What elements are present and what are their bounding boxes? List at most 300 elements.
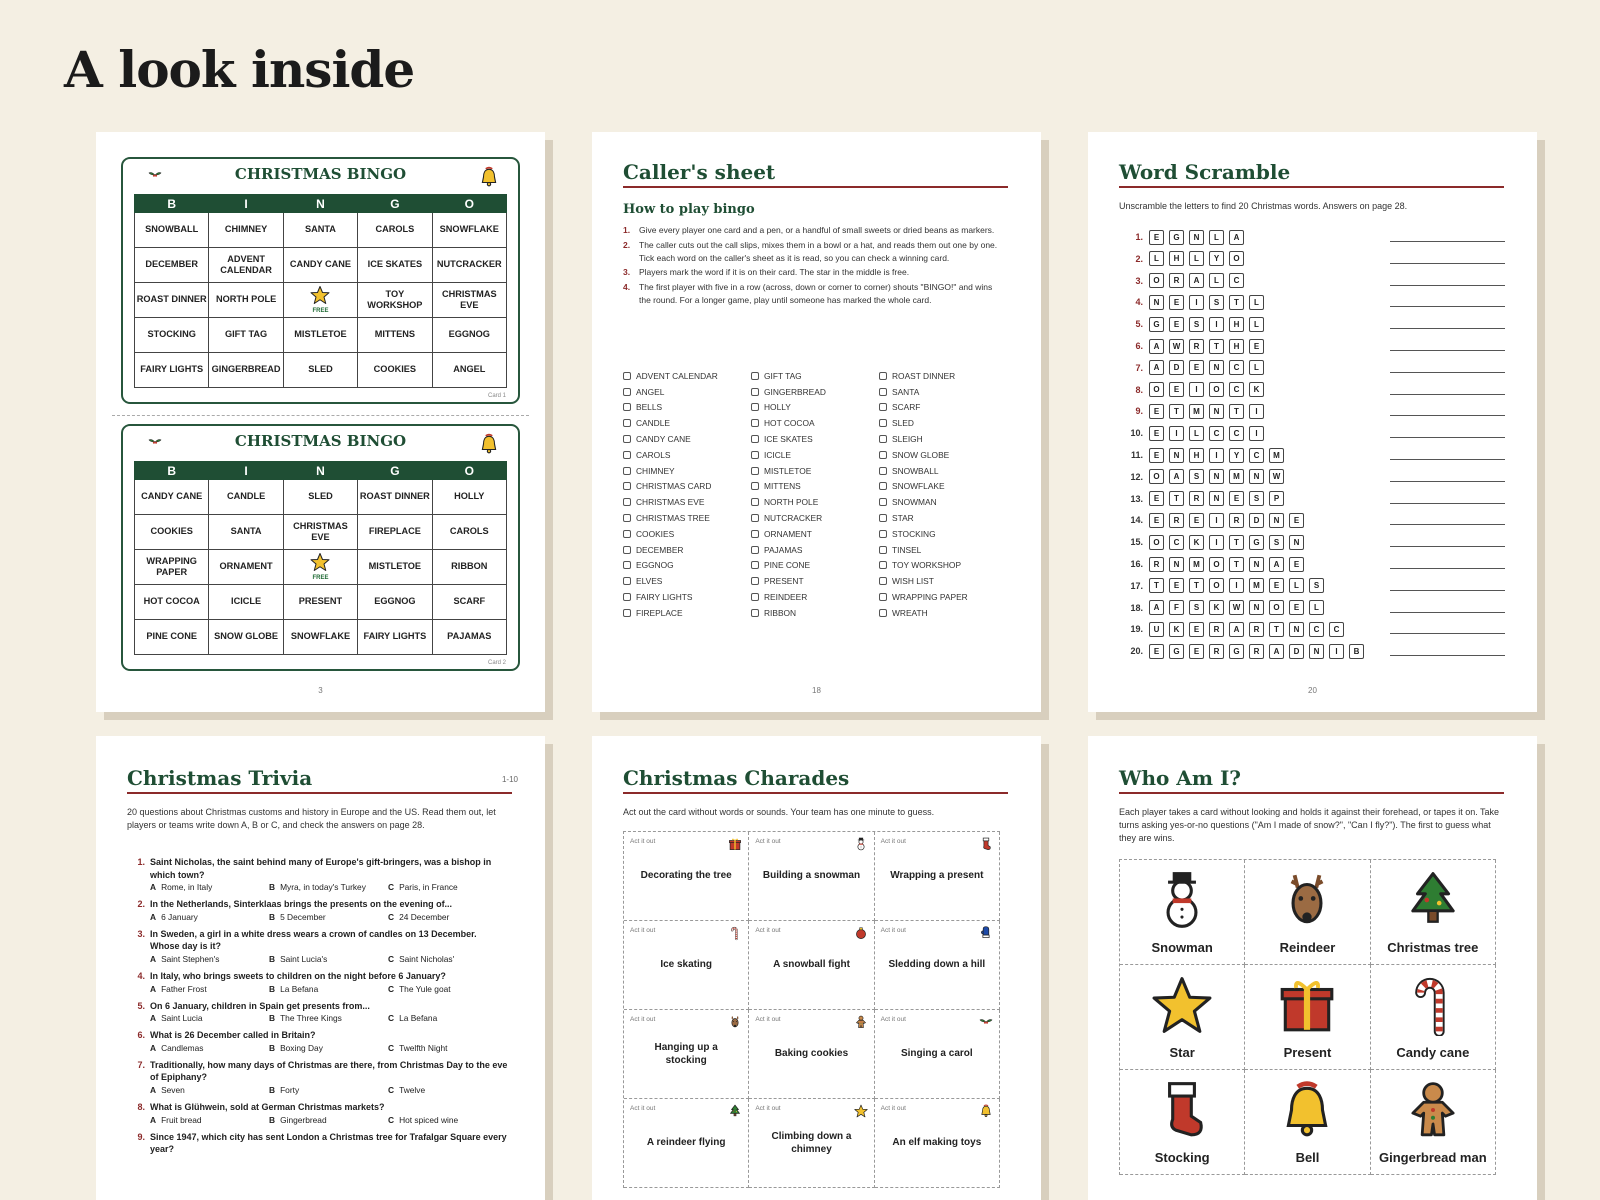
letter-tile: U: [1149, 622, 1164, 637]
stocking-icon: [979, 836, 993, 852]
trivia-question: [126, 970, 508, 994]
bingo-row: [135, 318, 507, 353]
page-title: Word Scramble: [1119, 160, 1504, 188]
checklist-word: ICE SKATES: [764, 434, 813, 445]
scramble-row: [1115, 466, 1289, 488]
checklist-item[interactable]: [879, 542, 1007, 558]
option-text: Twelve: [399, 1084, 426, 1095]
letter-tile: A: [1269, 644, 1284, 659]
checkbox[interactable]: [623, 593, 631, 601]
checklist-word: SNOWFLAKE: [892, 481, 945, 492]
letter-tile: K: [1209, 600, 1224, 615]
checklist-item[interactable]: [751, 400, 879, 416]
bell-icon: [478, 165, 500, 189]
checkbox[interactable]: [751, 546, 759, 554]
checkbox[interactable]: [623, 482, 631, 490]
charade-card[interactable]: [624, 1010, 749, 1099]
act-it-out-label: Act it out: [630, 1016, 656, 1023]
letter-tile: O: [1209, 382, 1224, 397]
scramble-number: 3.: [1135, 275, 1143, 286]
checklist-item[interactable]: [751, 589, 879, 605]
bingo-cell: SANTA: [283, 213, 357, 248]
checklist-item[interactable]: [751, 494, 879, 510]
checkbox[interactable]: [623, 388, 631, 396]
checkbox[interactable]: [879, 609, 887, 617]
act-it-out-label: Act it out: [880, 838, 906, 845]
option-letter: A: [150, 983, 157, 994]
bingo-cell: EGGNOG: [358, 585, 432, 620]
option-text: Twelfth Night: [399, 1042, 448, 1053]
checkbox[interactable]: [623, 546, 631, 554]
bingo-cell: ROAST DINNER: [135, 283, 209, 318]
checklist-item[interactable]: [879, 605, 1007, 621]
checklist-item[interactable]: [879, 479, 1007, 495]
trivia-question: [126, 1000, 508, 1024]
checklist-word: CHRISTMAS EVE: [636, 497, 705, 508]
checkbox[interactable]: [879, 482, 887, 490]
answer-line[interactable]: [1390, 306, 1505, 307]
bingo-cell: STOCKING: [135, 318, 209, 353]
trivia-page[interactable]: [96, 736, 545, 1200]
answer-line[interactable]: [1390, 633, 1505, 634]
bingo-letter: I: [209, 462, 283, 480]
checkbox[interactable]: [879, 467, 887, 475]
checkbox[interactable]: [879, 451, 887, 459]
bell-icon: [478, 432, 500, 456]
answer-option: [269, 954, 388, 964]
checklist-word: PAJAMAS: [764, 544, 803, 555]
bingo-cell: RIBBON: [432, 550, 506, 585]
checklist-word: ELVES: [636, 576, 663, 587]
checklist-word: SLED: [892, 418, 914, 429]
letter-tile: A: [1229, 230, 1244, 245]
charade-card[interactable]: [875, 832, 1000, 921]
option-letter: C: [388, 953, 395, 964]
bingo-cell: NORTH POLE: [209, 283, 283, 318]
bingo-cell: MISTLETOE: [358, 550, 432, 585]
checklist-item[interactable]: [751, 431, 879, 447]
letter-tile: S: [1249, 491, 1264, 506]
letter-tile: N: [1209, 360, 1224, 375]
option-letter: C: [388, 1114, 395, 1125]
checklist-item[interactable]: [623, 463, 751, 479]
scramble-number: 17.: [1130, 580, 1143, 591]
answer-option: [269, 912, 388, 922]
checklist-item[interactable]: [623, 589, 751, 605]
letter-tile: I: [1249, 404, 1264, 419]
checkbox[interactable]: [879, 530, 887, 538]
who-am-i-card[interactable]: [1120, 1070, 1245, 1175]
checkbox[interactable]: [751, 435, 759, 443]
checkbox[interactable]: [751, 609, 759, 617]
checkbox[interactable]: [879, 372, 887, 380]
letter-tile: C: [1329, 622, 1344, 637]
letter-tile: L: [1289, 578, 1304, 593]
answer-line[interactable]: [1390, 372, 1505, 373]
checkbox[interactable]: [623, 561, 631, 569]
charade-text: Hanging up a stocking: [654, 1041, 718, 1066]
option-text: Seven: [161, 1084, 185, 1095]
letter-tile: E: [1149, 491, 1164, 506]
checklist-item[interactable]: [623, 605, 751, 621]
bingo-cell: CAROLS: [432, 515, 506, 550]
answer-option: [150, 1115, 269, 1125]
checklist-item[interactable]: [751, 605, 879, 621]
answer-option: [150, 912, 269, 922]
letter-tile: L: [1249, 317, 1264, 332]
letter-tile: O: [1209, 557, 1224, 572]
checklist-word: CHIMNEY: [636, 465, 675, 476]
call-word-checklist: [623, 368, 1007, 621]
who-am-i-card[interactable]: [1120, 965, 1245, 1070]
letter-tile: N: [1209, 404, 1224, 419]
checkbox[interactable]: [751, 577, 759, 585]
checkbox[interactable]: [623, 514, 631, 522]
letter-tile: T: [1269, 622, 1284, 637]
checklist-item[interactable]: [879, 415, 1007, 431]
checkbox[interactable]: [751, 482, 759, 490]
checklist-item[interactable]: [751, 368, 879, 384]
checklist-item[interactable]: [879, 526, 1007, 542]
bingo-cell: CANDY CANE: [283, 248, 357, 283]
charade-card[interactable]: [875, 921, 1000, 1010]
checklist-word: GINGERBREAD: [764, 386, 826, 397]
page-heading: A look inside: [64, 40, 415, 99]
scramble-number: 20.: [1130, 646, 1143, 657]
letter-tile: E: [1229, 491, 1244, 506]
bingo-row: [135, 620, 507, 655]
checkbox[interactable]: [623, 419, 631, 427]
answer-line[interactable]: [1390, 590, 1505, 591]
checklist-item[interactable]: [879, 447, 1007, 463]
scramble-row: [1115, 640, 1369, 662]
checklist-item[interactable]: [879, 368, 1007, 384]
checklist-item[interactable]: [623, 368, 751, 384]
checklist-item[interactable]: [623, 558, 751, 574]
letter-tile: T: [1209, 339, 1224, 354]
option-text: 5 December: [280, 911, 326, 922]
question-range: 1-10: [501, 775, 518, 784]
question-text: In Sweden, a girl in a white dress wears a crown of candles on 13 December. Whose day is it?: [150, 928, 477, 952]
checkbox[interactable]: [879, 388, 887, 396]
letter-tile: T: [1229, 295, 1244, 310]
charade-card[interactable]: [749, 832, 874, 921]
letter-tile: G: [1169, 230, 1184, 245]
checklist-column: [623, 368, 751, 621]
who-am-i-card[interactable]: [1371, 860, 1496, 965]
bingo-card: [121, 157, 520, 404]
letter-tile: E: [1169, 317, 1184, 332]
letter-tile: O: [1149, 469, 1164, 484]
checkbox[interactable]: [623, 530, 631, 538]
answer-option: [269, 1013, 388, 1023]
charade-card[interactable]: [875, 1010, 1000, 1099]
letter-tile: A: [1169, 469, 1184, 484]
checklist-word: WRAPPING PAPER: [892, 592, 968, 603]
letter-tile: N: [1169, 557, 1184, 572]
answer-line[interactable]: [1390, 612, 1505, 613]
who-am-i-card[interactable]: [1245, 860, 1370, 965]
letter-tile: K: [1169, 622, 1184, 637]
checklist-item[interactable]: [623, 384, 751, 400]
step-text: The caller cuts out the call slips, mixes them in a bowl or a hat, and reads them out one by one. Tick each word on the caller's sheet as it is read, so you can check a winning card.: [639, 239, 998, 263]
checkbox[interactable]: [751, 372, 759, 380]
letter-tile: A: [1189, 273, 1204, 288]
checkbox[interactable]: [879, 403, 887, 411]
checklist-word: NUTCRACKER: [764, 513, 823, 524]
answer-line[interactable]: [1390, 285, 1505, 286]
letter-tile: L: [1249, 295, 1264, 310]
checkbox[interactable]: [751, 561, 759, 569]
checklist-item[interactable]: [879, 384, 1007, 400]
scramble-number: 14.: [1130, 515, 1143, 526]
letter-tile: R: [1229, 513, 1244, 528]
scramble-number: 1.: [1135, 232, 1143, 242]
answer-option: [388, 1043, 507, 1053]
checklist-item[interactable]: [623, 494, 751, 510]
checkbox[interactable]: [751, 403, 759, 411]
word-scramble-page[interactable]: [1088, 132, 1537, 712]
checklist-item[interactable]: [751, 573, 879, 589]
checkbox[interactable]: [623, 577, 631, 585]
option-text: 6 January: [161, 911, 198, 922]
charade-card[interactable]: [875, 1099, 1000, 1188]
answer-line[interactable]: [1390, 415, 1505, 416]
answer-line[interactable]: [1390, 524, 1505, 525]
checklist-word: RIBBON: [764, 607, 797, 618]
letter-tile: T: [1229, 535, 1244, 550]
checklist-item[interactable]: [623, 447, 751, 463]
checkbox[interactable]: [751, 419, 759, 427]
mitten-icon: [979, 925, 993, 941]
answer-line[interactable]: [1390, 503, 1505, 504]
scramble-number: 16.: [1130, 559, 1143, 569]
answer-option: [388, 1085, 507, 1095]
checklist-item[interactable]: [623, 431, 751, 447]
charade-card[interactable]: [749, 1010, 874, 1099]
who-am-i-card[interactable]: [1245, 965, 1370, 1070]
letter-tile: T: [1149, 578, 1164, 593]
charade-card[interactable]: [749, 921, 874, 1010]
checklist-item[interactable]: [751, 384, 879, 400]
bingo-cell: CHRISTMAS EVE: [283, 515, 357, 550]
charade-card[interactable]: [624, 832, 749, 921]
checklist-word: EGGNOG: [636, 560, 674, 571]
charade-text: Ice skating: [660, 959, 713, 971]
answer-line[interactable]: [1390, 481, 1505, 482]
letter-tile: I: [1329, 644, 1344, 659]
answer-option: [150, 1013, 269, 1023]
checkbox[interactable]: [879, 419, 887, 427]
checklist-column: [751, 368, 879, 621]
charade-card[interactable]: [749, 1099, 874, 1188]
ornament-icon: [854, 925, 868, 941]
bingo-cell: PAJAMAS: [432, 620, 506, 655]
checkbox[interactable]: [623, 435, 631, 443]
who-am-i-card[interactable]: [1120, 860, 1245, 965]
checklist-item[interactable]: [879, 431, 1007, 447]
checklist-item[interactable]: [751, 510, 879, 526]
option-text: Saint Lucia's: [280, 953, 328, 964]
answer-line[interactable]: [1390, 459, 1505, 460]
act-it-out-label: Act it out: [880, 1105, 906, 1112]
letter-tile: R: [1249, 622, 1264, 637]
checkbox[interactable]: [879, 561, 887, 569]
who-am-i-page[interactable]: [1088, 736, 1537, 1200]
checkbox[interactable]: [751, 530, 759, 538]
checklist-word: TOY WORKSHOP: [892, 560, 962, 571]
answer-option: [269, 1115, 388, 1125]
letter-tile: N: [1289, 622, 1304, 637]
page-title: Caller's sheet: [623, 160, 1008, 188]
checklist-item[interactable]: [879, 558, 1007, 574]
checklist-item[interactable]: [751, 463, 879, 479]
checklist-item[interactable]: [879, 494, 1007, 510]
bingo-cell: CANDLE: [209, 480, 283, 515]
bingo-cell: SLED: [283, 353, 357, 388]
answer-line[interactable]: [1390, 546, 1505, 547]
checkbox[interactable]: [751, 388, 759, 396]
letter-tile: E: [1289, 557, 1304, 572]
checkbox[interactable]: [879, 546, 887, 554]
checkbox[interactable]: [623, 403, 631, 411]
option-letter: A: [150, 882, 157, 893]
checkbox[interactable]: [879, 514, 887, 522]
bingo-row: [135, 480, 507, 515]
bingo-page[interactable]: [96, 132, 545, 712]
scramble-row: [1115, 357, 1269, 379]
bingo-cell: DECEMBER: [135, 248, 209, 283]
scramble-number: 7.: [1135, 362, 1143, 373]
question-text: Since 1947, which city has sent London a Christmas tree for Trafalgar Square every year?: [150, 1131, 507, 1155]
trivia-question: [126, 1101, 508, 1125]
checklist-item[interactable]: [623, 542, 751, 558]
who-am-i-card[interactable]: [1371, 965, 1496, 1070]
checkbox[interactable]: [879, 498, 887, 506]
checklist-item[interactable]: [879, 510, 1007, 526]
question-number: 2.: [137, 899, 145, 910]
trivia-question: [126, 856, 508, 892]
bingo-cell: SNOWFLAKE: [283, 620, 357, 655]
charades-page[interactable]: [592, 736, 1041, 1200]
scramble-row: [1115, 575, 1329, 597]
act-it-out-label: Act it out: [755, 927, 781, 934]
checkbox[interactable]: [879, 435, 887, 443]
checklist-item[interactable]: [879, 573, 1007, 589]
checklist-item[interactable]: [879, 463, 1007, 479]
act-it-out-label: Act it out: [755, 1016, 781, 1023]
tree-icon: [1402, 869, 1464, 940]
card-label: Star: [1169, 1045, 1195, 1060]
checkbox[interactable]: [751, 467, 759, 475]
bingo-card-title: CHRISTMAS BINGO: [234, 432, 407, 450]
checklist-item[interactable]: [751, 542, 879, 558]
checkbox[interactable]: [623, 467, 631, 475]
checklist-item[interactable]: [623, 526, 751, 542]
checkbox[interactable]: [751, 498, 759, 506]
charade-card[interactable]: [624, 921, 749, 1010]
checklist-item[interactable]: [879, 589, 1007, 605]
answer-line[interactable]: [1390, 350, 1505, 351]
checklist-item[interactable]: [879, 400, 1007, 416]
answer-line[interactable]: [1390, 328, 1505, 329]
step-number: 1.: [623, 225, 631, 235]
letter-tile: O: [1209, 578, 1224, 593]
checklist-item[interactable]: [623, 479, 751, 495]
caller-sheet-page[interactable]: [592, 132, 1041, 712]
checklist-item[interactable]: [751, 558, 879, 574]
bingo-cell: PRESENT: [283, 585, 357, 620]
checkbox[interactable]: [879, 593, 887, 601]
checkbox[interactable]: [879, 577, 887, 585]
who-am-i-card[interactable]: [1371, 1070, 1496, 1175]
step-number: 2.: [623, 239, 631, 250]
checkbox[interactable]: [623, 498, 631, 506]
checklist-item[interactable]: [623, 510, 751, 526]
bingo-row: [135, 515, 507, 550]
card-label: Gingerbread man: [1379, 1150, 1487, 1165]
letter-tile: L: [1189, 426, 1204, 441]
answer-line[interactable]: [1390, 437, 1505, 438]
scramble-number: 11.: [1130, 450, 1143, 460]
letter-tile: R: [1209, 644, 1224, 659]
letter-tile: S: [1309, 578, 1324, 593]
letter-tile: R: [1209, 622, 1224, 637]
option-letter: B: [269, 953, 276, 964]
checklist-word: STOCKING: [892, 528, 936, 539]
star-icon: [1151, 974, 1213, 1045]
checklist-word: COOKIES: [636, 528, 675, 539]
checklist-item[interactable]: [751, 526, 879, 542]
scramble-number: 15.: [1130, 537, 1143, 548]
option-letter: C: [388, 911, 395, 922]
letter-tile: I: [1189, 382, 1204, 397]
checkbox[interactable]: [623, 372, 631, 380]
checkbox[interactable]: [623, 451, 631, 459]
checklist-word: CANDY CANE: [636, 434, 691, 445]
letter-tile: A: [1149, 600, 1164, 615]
letter-tile: O: [1149, 273, 1164, 288]
checklist-item[interactable]: [751, 479, 879, 495]
checklist-item[interactable]: [623, 573, 751, 589]
charade-card[interactable]: [624, 1099, 749, 1188]
letter-tile: L: [1149, 251, 1164, 266]
letter-tile: K: [1189, 535, 1204, 550]
answer-line[interactable]: [1390, 241, 1505, 242]
answer-line[interactable]: [1390, 394, 1505, 395]
letter-tile: M: [1229, 469, 1244, 484]
checklist-item[interactable]: [623, 415, 751, 431]
who-am-i-card-grid: [1119, 859, 1496, 1175]
checkbox[interactable]: [751, 451, 759, 459]
checkbox[interactable]: [751, 514, 759, 522]
letter-tile: E: [1189, 360, 1204, 375]
option-letter: B: [269, 1013, 276, 1024]
checklist-item[interactable]: [751, 447, 879, 463]
answer-line[interactable]: [1390, 568, 1505, 569]
checkbox[interactable]: [751, 593, 759, 601]
answer-line[interactable]: [1390, 655, 1505, 656]
checklist-word: HOT COCOA: [764, 418, 815, 429]
checkbox[interactable]: [623, 609, 631, 617]
act-it-out-label: Act it out: [755, 838, 781, 845]
checklist-item[interactable]: [623, 400, 751, 416]
letter-tile: I: [1169, 426, 1184, 441]
who-am-i-card[interactable]: [1245, 1070, 1370, 1175]
checklist-item[interactable]: [751, 415, 879, 431]
letter-tile: S: [1189, 600, 1204, 615]
answer-line[interactable]: [1390, 263, 1505, 264]
